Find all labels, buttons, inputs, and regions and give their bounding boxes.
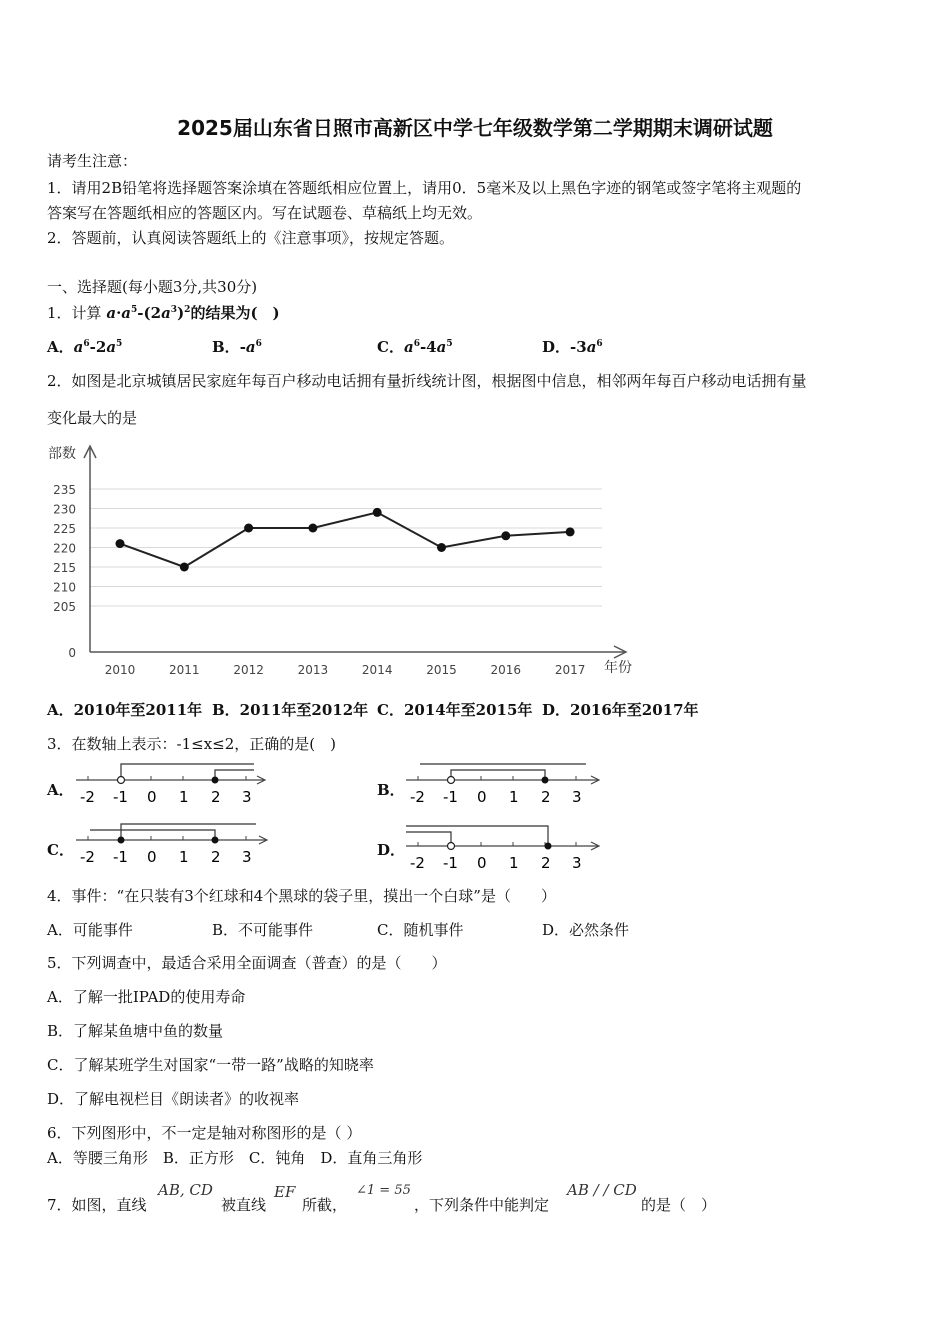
data-point xyxy=(566,527,575,536)
number-line-a[interactable] xyxy=(72,758,272,808)
filled-dot xyxy=(118,837,125,844)
open-dot xyxy=(448,777,455,784)
tick-label: 2 xyxy=(211,848,221,866)
tick-label: -1 xyxy=(113,788,128,806)
data-point xyxy=(373,508,382,517)
ray-left-lower xyxy=(406,832,451,846)
question-3-option-c-label[interactable]: C． xyxy=(47,841,74,859)
question-5-option-c[interactable]: C．了解某班学生对国家“一带一路”战略的知晓率 xyxy=(47,1056,374,1074)
question-6-stem: 6．下列图形中，不一定是轴对称图形的是（ ） xyxy=(47,1124,362,1142)
tick-label: 2 xyxy=(211,788,221,806)
tick-label: 0 xyxy=(477,788,487,806)
ray-left xyxy=(121,764,254,780)
math-angle: ∠1 = 55 xyxy=(356,1183,411,1198)
question-2-stem-line-1: 2．如图是北京城镇居民家庭年每百户移动电话拥有量折线统计图，根据图中信息，相邻两年每百户移动电话拥有量 xyxy=(47,372,807,390)
data-point xyxy=(180,563,189,572)
data-point xyxy=(437,543,446,552)
open-dot xyxy=(448,843,455,850)
question-4-option-c[interactable]: C．随机事件 xyxy=(377,921,464,939)
tick-label: 0 xyxy=(147,788,157,806)
data-point xyxy=(244,524,253,533)
question-6-options[interactable]: A．等腰三角形 B．正方形 C．钝角 D．直角三角形 xyxy=(47,1149,423,1167)
tick-label: 1 xyxy=(179,848,189,866)
y-tick-label: 225 xyxy=(53,522,76,536)
tick-label: -2 xyxy=(410,854,425,872)
question-7-part-1: 7．如图，直线 xyxy=(47,1196,147,1214)
notice-line-1: 1．请用2B铅笔将选择题答案涂填在答题纸相应位置上，请用0．5毫米及以上黑色字迹的钢笔或签字笔将主观题的 xyxy=(47,179,802,197)
question-1-option-c[interactable]: C．$a^6-4a^5$ xyxy=(377,338,453,356)
x-tick-label: 2013 xyxy=(297,663,329,677)
question-3-option-a-label[interactable]: A． xyxy=(47,781,74,799)
question-4-option-a[interactable]: A．可能事件 xyxy=(47,921,133,939)
data-point xyxy=(501,531,510,540)
tick-label: 2 xyxy=(541,788,551,806)
number-line-d[interactable] xyxy=(402,818,602,874)
number-line-c[interactable] xyxy=(72,818,272,868)
tick-label: -1 xyxy=(113,848,128,866)
number-line-b[interactable] xyxy=(402,758,602,808)
y-tick-label: 220 xyxy=(53,541,76,556)
tick-label: -2 xyxy=(80,788,95,806)
notice-line-1b: 答案写在答题纸相应的答题区内。写在试题卷、草稿纸上均无效。 xyxy=(47,204,483,222)
math-ef: EF xyxy=(274,1183,296,1201)
question-7-part-2: 被直线 xyxy=(221,1196,267,1214)
question-4-option-d[interactable]: D．必然条件 xyxy=(542,921,630,939)
x-tick-label: 2016 xyxy=(490,663,522,677)
question-2-option-a[interactable]: A．2010年至2011年 xyxy=(47,701,203,719)
question-7-part-5: 的是（ ） xyxy=(641,1196,717,1214)
question-2-option-b[interactable]: B．2011年至2012年 xyxy=(212,701,369,719)
filled-dot xyxy=(545,843,552,850)
question-7-part-4: ，下列条件中能判定 xyxy=(414,1196,550,1214)
tick-label: -1 xyxy=(443,788,458,806)
x-tick-label: 2014 xyxy=(361,663,393,677)
y-tick-label: 210 xyxy=(53,580,76,595)
question-2-option-d[interactable]: D．2016年至2017年 xyxy=(542,701,699,719)
x-axis-label: 年份 xyxy=(604,660,632,676)
y-tick-label: 0 xyxy=(68,646,76,660)
tick-label: 2 xyxy=(541,854,551,872)
chart-series xyxy=(116,508,575,572)
notice-heading: 请考生注意： xyxy=(47,152,138,170)
question-5-stem: 5．下列调查中，最适合采用全面调查（普查）的是（ ） xyxy=(47,954,447,972)
question-5-option-b[interactable]: B．了解某鱼塘中鱼的数量 xyxy=(47,1022,224,1040)
tick-label: -2 xyxy=(80,848,95,866)
question-5-option-d[interactable]: D．了解电视栏目《朗读者》的收视率 xyxy=(47,1090,300,1108)
y-tick-label: 230 xyxy=(53,502,76,517)
y-axis-label: 部数 xyxy=(48,446,76,462)
question-2-stem-line-2: 变化最大的是 xyxy=(47,409,138,427)
chart-axes xyxy=(84,446,626,658)
tick-label: 0 xyxy=(147,848,157,866)
ray-right xyxy=(121,824,256,840)
question-3-option-b-label[interactable]: B． xyxy=(377,781,405,799)
x-tick-label: 2012 xyxy=(233,663,264,677)
section-heading: 一、选择题(每小题3分,共30分) xyxy=(47,278,258,296)
chart-grid xyxy=(90,489,602,606)
segment xyxy=(451,770,545,780)
series-line xyxy=(120,512,570,567)
tick-label: 0 xyxy=(477,854,487,872)
line-chart xyxy=(40,436,650,686)
question-1-option-d[interactable]: D．$-3a^6$ xyxy=(542,338,603,356)
question-4-option-b[interactable]: B．不可能事件 xyxy=(212,921,314,939)
math-ab-parallel-cd: AB / / CD xyxy=(567,1181,637,1199)
tick-label: -2 xyxy=(410,788,425,806)
tick-label: 3 xyxy=(242,848,252,866)
question-5-option-a[interactable]: A．了解一批IPAD的使用寿命 xyxy=(47,988,246,1006)
tick-label: -1 xyxy=(443,854,458,872)
question-1-option-a[interactable]: A．$a^6-2a^5$ xyxy=(47,338,123,356)
ray-left-upper xyxy=(406,826,548,846)
question-4-stem: 4．事件：“在只装有3个红球和4个黑球的袋子里，摸出一个白球”是（ ） xyxy=(47,887,556,905)
page-title: 2025届山东省日照市高新区中学七年级数学第二学期期末调研试题 xyxy=(177,116,773,140)
notice-line-2: 2．答题前，认真阅读答题纸上的《注意事项》，按规定答题。 xyxy=(47,229,455,247)
question-7-part-3: 所截， xyxy=(302,1196,348,1214)
tick-label: 1 xyxy=(509,854,519,872)
y-tick-label: 235 xyxy=(53,483,76,497)
tick-label: 3 xyxy=(572,788,582,806)
ray-right xyxy=(215,770,254,780)
math-ab-cd: AB, CD xyxy=(158,1181,213,1199)
question-2-option-c[interactable]: C．2014年至2015年 xyxy=(377,701,533,719)
ray-left xyxy=(90,830,215,840)
tick-label: 1 xyxy=(179,788,189,806)
question-3-stem: 3．在数轴上表示：-1≤x≤2，正确的是( ) xyxy=(47,735,337,753)
x-tick-label: 2010 xyxy=(104,663,136,677)
data-point xyxy=(308,524,317,533)
filled-dot xyxy=(542,777,549,784)
open-dot xyxy=(118,777,125,784)
filled-dot xyxy=(212,837,219,844)
x-tick-label: 2011 xyxy=(169,663,200,677)
question-1-stem: 1．计算 $a\cdot a^5-(2a^3)^2$的结果为( ) xyxy=(47,304,280,322)
question-1-option-b[interactable]: B．$-a^6$ xyxy=(212,338,262,356)
filled-dot xyxy=(212,777,219,784)
y-tick-label: 205 xyxy=(53,600,76,614)
question-3-option-d-label[interactable]: D． xyxy=(377,841,406,859)
data-point xyxy=(116,539,125,548)
tick-label: 3 xyxy=(242,788,252,806)
x-tick-label: 2017 xyxy=(554,663,586,677)
tick-label: 3 xyxy=(572,854,582,872)
x-tick-label: 2015 xyxy=(426,663,457,677)
tick-label: 1 xyxy=(509,788,519,806)
y-tick-label: 215 xyxy=(53,561,76,575)
